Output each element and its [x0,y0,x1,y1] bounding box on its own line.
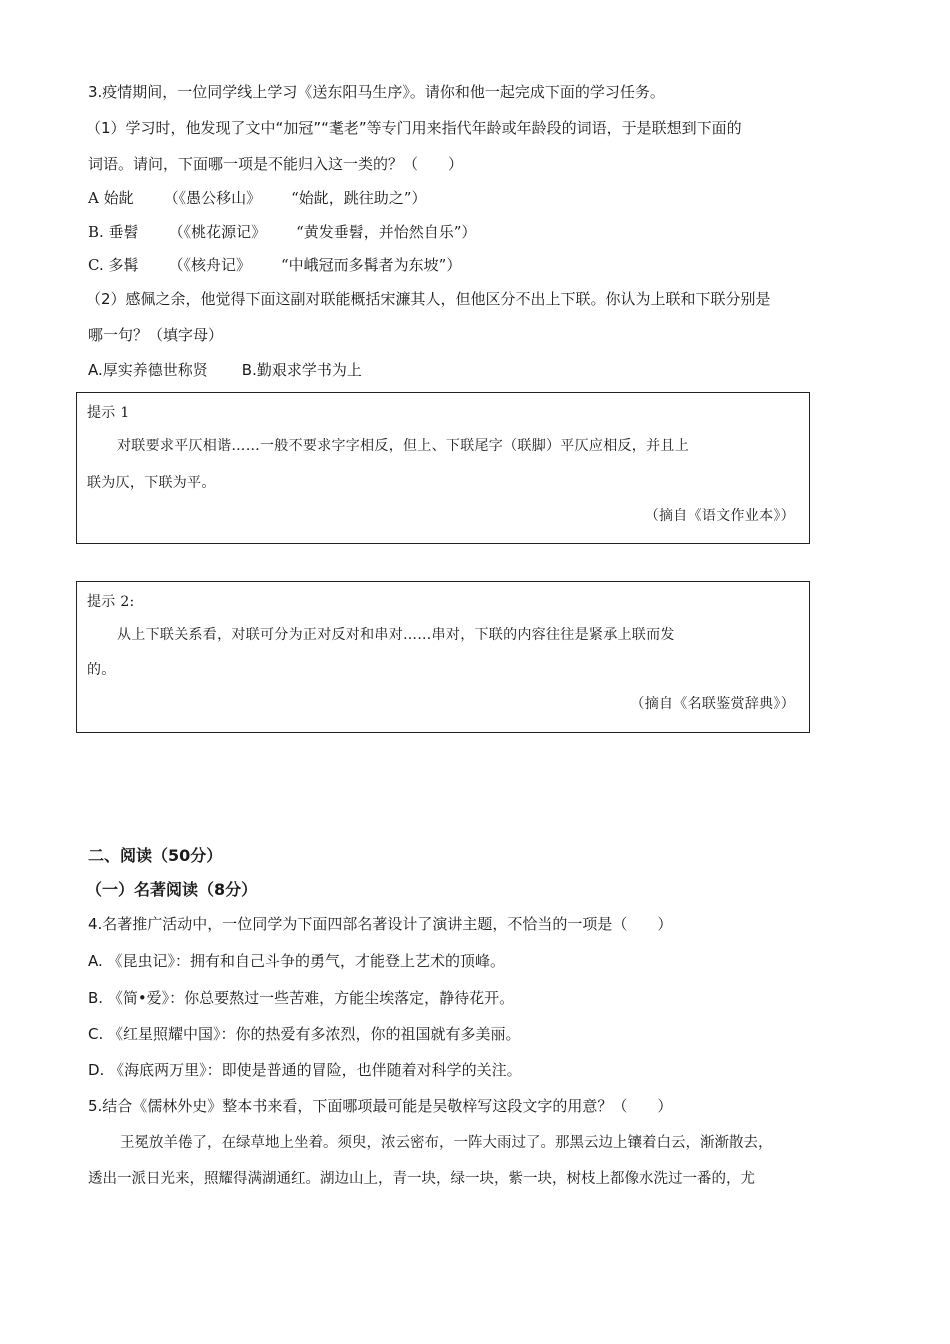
q3-stem: 3.疫情期间，一位同学线上学习《送东阳马生序》。请你和他一起完成下面的学习任务。 [88,83,665,101]
option-quote: “中峨冠而多髯者为东坡”） [281,256,462,274]
q4-option-b: B. 《简•爱》：你总要熬过一些苦难，方能尘埃落定，静待花开。 [88,989,515,1007]
hint1-source: （摘自《语文作业本》） [644,508,795,524]
couplet-b: B.勤艰求学书为上 [241,361,362,379]
q5-stem: 5.结合《儒林外史》整本书来看，下面哪项最可能是吴敬梓写这段文字的用意？（ ） [88,1097,673,1115]
option-source: 《核舟记》 [183,256,252,274]
q3-option-a: A 始龀 （《愚公移山》 “始龀，跳往助之”） [88,189,427,207]
hint-box-1 [76,392,810,544]
section-2-title: 二、阅读（50分） [88,846,223,865]
q3-part2-line2: 哪一句？（填字母） [88,326,224,344]
q3-part1-line1: （1）学习时，他发现了文中“加冠”“耄老”等专门用来指代年龄或年龄段的词语，于是联想到下面的 [86,119,742,137]
q4-option-d: D. 《海底两万里》：即使是普通的冒险，也伴随着对科学的关注。 [88,1061,522,1079]
hint1-title: 提示 1 [87,405,130,421]
q4-option-a: A. 《昆虫记》：拥有和自己斗争的勇气，才能登上艺术的顶峰。 [88,952,506,970]
q3-couplet-options [88,360,362,380]
hint2-title: 提示 2: [87,594,135,610]
option-source: 《桃花源记》 [183,223,267,241]
hint2-line2: 的。 [87,662,116,678]
hint2-source: （摘自《名联鉴赏辞典》） [630,696,795,712]
q3-part1-line2: 词语。请问，下面哪一项是不能归入这一类的？（ ） [88,155,464,173]
option-term: A 始龀 [88,189,134,207]
option-quote: “始龀，跳往助之”） [291,189,427,207]
option-term: C. 多髯 [88,256,139,274]
q4-stem: 4.名著推广活动中，一位同学为下面四部名著设计了演讲主题，不恰当的一项是（ ） [88,915,673,933]
hint-box-2 [76,581,810,733]
option-term: B. 垂髫 [88,223,139,241]
q4-option-c: C. 《红星照耀中国》：你的热爱有多浓烈，你的祖国就有多美丽。 [88,1025,521,1043]
q5-passage-line2: 透出一派日光来，照耀得满湖通红。湖边山上，青一块，绿一块，紫一块，树枝上都像水洗过一番的，尤 [88,1171,755,1187]
hint1-line2: 联为仄，下联为平。 [87,475,216,491]
option-quote: “黄发垂髫，并怡然自乐”） [296,223,477,241]
section-2-sub1-title: （一）名著阅读（8分） [86,880,258,899]
q3-option-b: B. 垂髫 （《桃花源记》 “黄发垂髫，并怡然自乐”） [88,223,477,241]
q3-option-c: C. 多髯 （《核舟记》 “中峨冠而多髯者为东坡”） [88,256,462,274]
hint2-line1: 从上下联关系看，对联可分为正对反对和串对……串对，下联的内容往往是紧承上联而发 [117,627,675,643]
q5-passage-line1: 王冕放羊倦了，在绿草地上坐着。须臾，浓云密布，一阵大雨过了。那黑云边上镶着白云，渐渐散去， [120,1135,773,1151]
hint1-line1: 对联要求平仄相谐……一般不要求字字相反，但上、下联尾字（联脚）平仄应相反，并且上 [117,438,689,454]
option-source: 《愚公移山》 [178,189,262,207]
q3-part2-line1: （2）感佩之余，他觉得下面这副对联能概括宋濂其人，但他区分不出上下联。你认为上联和下联分别是 [86,290,771,308]
couplet-a: A.厚实养德世称贤 [88,361,208,379]
